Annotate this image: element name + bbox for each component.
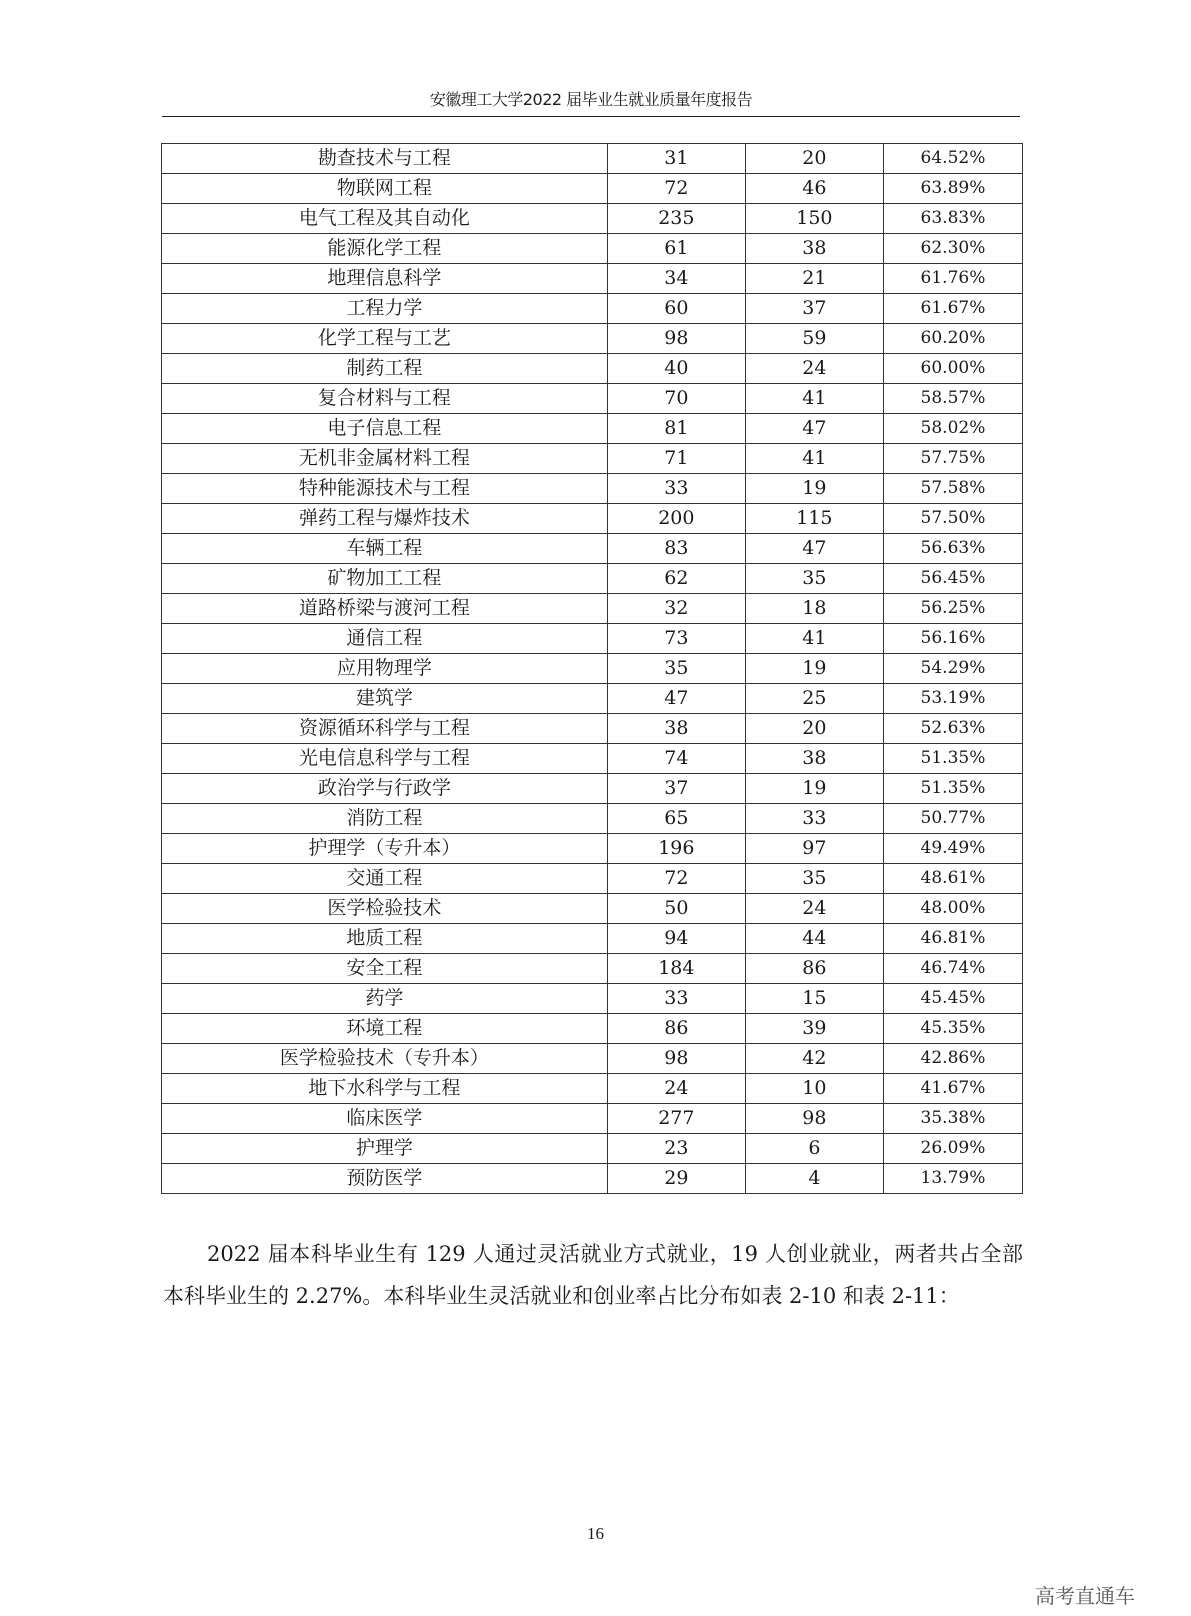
table-row (162, 594, 1023, 624)
rate-cell: 56.16% (883, 624, 1022, 654)
rate-cell: 45.45% (883, 984, 1022, 1014)
major-name-cell: 预防医学 (162, 1164, 608, 1194)
employed-count-cell: 4 (745, 1164, 883, 1194)
graduate-count-cell: 24 (607, 1074, 745, 1104)
major-name-cell: 政治学与行政学 (162, 774, 608, 804)
employed-count-cell: 21 (745, 264, 883, 294)
employed-count-cell: 97 (745, 834, 883, 864)
employed-count-cell: 10 (745, 1074, 883, 1104)
graduate-count-cell: 74 (607, 744, 745, 774)
employed-count-cell: 25 (745, 684, 883, 714)
table-row (162, 474, 1023, 504)
table-row (162, 924, 1023, 954)
major-name-cell: 电气工程及其自动化 (162, 204, 608, 234)
major-name-cell: 勘查技术与工程 (162, 144, 608, 174)
table-row (162, 744, 1023, 774)
table-row (162, 264, 1023, 294)
table-row (162, 984, 1023, 1014)
rate-cell: 56.25% (883, 594, 1022, 624)
rate-cell: 46.81% (883, 924, 1022, 954)
employed-count-cell: 41 (745, 624, 883, 654)
table-row (162, 534, 1023, 564)
major-name-cell: 安全工程 (162, 954, 608, 984)
table-row (162, 1074, 1023, 1104)
rate-cell: 49.49% (883, 834, 1022, 864)
rate-cell: 58.02% (883, 414, 1022, 444)
table-row (162, 1134, 1023, 1164)
rate-cell: 26.09% (883, 1134, 1022, 1164)
graduate-count-cell: 50 (607, 894, 745, 924)
major-name-cell: 弹药工程与爆炸技术 (162, 504, 608, 534)
rate-cell: 60.20% (883, 324, 1022, 354)
employed-count-cell: 24 (745, 354, 883, 384)
graduate-count-cell: 72 (607, 174, 745, 204)
employed-count-cell: 47 (745, 534, 883, 564)
rate-cell: 42.86% (883, 1044, 1022, 1074)
rate-cell: 56.45% (883, 564, 1022, 594)
table-row (162, 564, 1023, 594)
rate-cell: 63.89% (883, 174, 1022, 204)
table-row (162, 1164, 1023, 1194)
rate-cell: 51.35% (883, 744, 1022, 774)
graduate-count-cell: 35 (607, 654, 745, 684)
table-row (162, 204, 1023, 234)
rate-cell: 57.75% (883, 444, 1022, 474)
table-row (162, 354, 1023, 384)
employed-count-cell: 19 (745, 474, 883, 504)
rate-cell: 52.63% (883, 714, 1022, 744)
major-name-cell: 医学检验技术 (162, 894, 608, 924)
employed-count-cell: 115 (745, 504, 883, 534)
page-number: 16 (587, 1524, 604, 1543)
graduate-count-cell: 73 (607, 624, 745, 654)
rate-cell: 57.50% (883, 504, 1022, 534)
graduate-count-cell: 196 (607, 834, 745, 864)
table-row (162, 144, 1023, 174)
major-name-cell: 复合材料与工程 (162, 384, 608, 414)
major-name-cell: 消防工程 (162, 804, 608, 834)
graduate-count-cell: 184 (607, 954, 745, 984)
graduate-count-cell: 200 (607, 504, 745, 534)
employed-count-cell: 35 (745, 564, 883, 594)
employed-count-cell: 38 (745, 744, 883, 774)
table-row (162, 174, 1023, 204)
major-name-cell: 道路桥梁与渡河工程 (162, 594, 608, 624)
table-row (162, 234, 1023, 264)
table-row (162, 324, 1023, 354)
graduate-count-cell: 94 (607, 924, 745, 954)
graduate-count-cell: 81 (607, 414, 745, 444)
employed-count-cell: 41 (745, 444, 883, 474)
rate-cell: 56.63% (883, 534, 1022, 564)
employed-count-cell: 35 (745, 864, 883, 894)
major-name-cell: 临床医学 (162, 1104, 608, 1134)
graduate-count-cell: 23 (607, 1134, 745, 1164)
employed-count-cell: 37 (745, 294, 883, 324)
employed-count-cell: 47 (745, 414, 883, 444)
rate-cell: 35.38% (883, 1104, 1022, 1134)
table-row (162, 894, 1023, 924)
employed-count-cell: 20 (745, 714, 883, 744)
employed-count-cell: 98 (745, 1104, 883, 1134)
table-row (162, 714, 1023, 744)
graduate-count-cell: 70 (607, 384, 745, 414)
employed-count-cell: 20 (745, 144, 883, 174)
rate-cell: 13.79% (883, 1164, 1022, 1194)
rate-cell: 48.61% (883, 864, 1022, 894)
table-row (162, 684, 1023, 714)
rate-cell: 61.76% (883, 264, 1022, 294)
table-row (162, 624, 1023, 654)
table-row (162, 654, 1023, 684)
employed-count-cell: 46 (745, 174, 883, 204)
graduate-count-cell: 65 (607, 804, 745, 834)
rate-cell: 62.30% (883, 234, 1022, 264)
major-name-cell: 车辆工程 (162, 534, 608, 564)
rate-cell: 53.19% (883, 684, 1022, 714)
rate-cell: 48.00% (883, 894, 1022, 924)
rate-cell: 60.00% (883, 354, 1022, 384)
employed-count-cell: 39 (745, 1014, 883, 1044)
summary-paragraph: 2022 届本科毕业生有 129 人通过灵活就业方式就业，19 人创业就业，两者共占全部本科毕业生的 2.27%。本科毕业生灵活就业和创业率占比分布如表 2-10 和表 2-11： (163, 1242, 1023, 1308)
table-row (162, 834, 1023, 864)
graduate-count-cell: 33 (607, 984, 745, 1014)
rate-cell: 64.52% (883, 144, 1022, 174)
graduate-count-cell: 40 (607, 354, 745, 384)
major-name-cell: 化学工程与工艺 (162, 324, 608, 354)
table-row (162, 1014, 1023, 1044)
graduate-count-cell: 83 (607, 534, 745, 564)
graduate-count-cell: 98 (607, 324, 745, 354)
major-employment-table (161, 143, 1023, 1194)
employed-count-cell: 38 (745, 234, 883, 264)
major-name-cell: 无机非金属材料工程 (162, 444, 608, 474)
graduate-count-cell: 71 (607, 444, 745, 474)
graduate-count-cell: 38 (607, 714, 745, 744)
page-header (162, 88, 1020, 117)
major-name-cell: 交通工程 (162, 864, 608, 894)
rate-cell: 61.67% (883, 294, 1022, 324)
graduate-count-cell: 72 (607, 864, 745, 894)
major-name-cell: 资源循环科学与工程 (162, 714, 608, 744)
rate-cell: 50.77% (883, 804, 1022, 834)
graduate-count-cell: 98 (607, 1044, 745, 1074)
major-name-cell: 物联网工程 (162, 174, 608, 204)
graduate-count-cell: 33 (607, 474, 745, 504)
major-name-cell: 环境工程 (162, 1014, 608, 1044)
major-name-cell: 通信工程 (162, 624, 608, 654)
major-name-cell: 建筑学 (162, 684, 608, 714)
employed-count-cell: 19 (745, 774, 883, 804)
rate-cell: 58.57% (883, 384, 1022, 414)
table-row (162, 1104, 1023, 1134)
major-name-cell: 地质工程 (162, 924, 608, 954)
major-name-cell: 制药工程 (162, 354, 608, 384)
major-name-cell: 光电信息科学与工程 (162, 744, 608, 774)
major-name-cell: 能源化学工程 (162, 234, 608, 264)
major-name-cell: 应用物理学 (162, 654, 608, 684)
graduate-count-cell: 29 (607, 1164, 745, 1194)
employed-count-cell: 42 (745, 1044, 883, 1074)
graduate-count-cell: 235 (607, 204, 745, 234)
major-name-cell: 药学 (162, 984, 608, 1014)
rate-cell: 46.74% (883, 954, 1022, 984)
table-row (162, 954, 1023, 984)
graduate-count-cell: 32 (607, 594, 745, 624)
major-name-cell: 医学检验技术（专升本） (162, 1044, 608, 1074)
table-row (162, 444, 1023, 474)
table-row (162, 1044, 1023, 1074)
table-body (162, 144, 1023, 1194)
table-row (162, 384, 1023, 414)
graduate-count-cell: 47 (607, 684, 745, 714)
employed-count-cell: 59 (745, 324, 883, 354)
major-name-cell: 工程力学 (162, 294, 608, 324)
major-name-cell: 矿物加工工程 (162, 564, 608, 594)
employed-count-cell: 6 (745, 1134, 883, 1164)
rate-cell: 51.35% (883, 774, 1022, 804)
table-row (162, 504, 1023, 534)
table-row (162, 414, 1023, 444)
major-name-cell: 电子信息工程 (162, 414, 608, 444)
employed-count-cell: 86 (745, 954, 883, 984)
major-name-cell: 特种能源技术与工程 (162, 474, 608, 504)
rate-cell: 57.58% (883, 474, 1022, 504)
employed-count-cell: 44 (745, 924, 883, 954)
table-row (162, 864, 1023, 894)
employed-count-cell: 18 (745, 594, 883, 624)
rate-cell: 63.83% (883, 204, 1022, 234)
watermark-text: 高考直通车 (1035, 1584, 1135, 1608)
employed-count-cell: 19 (745, 654, 883, 684)
major-name-cell: 护理学 (162, 1134, 608, 1164)
major-name-cell: 护理学（专升本） (162, 834, 608, 864)
rate-cell: 54.29% (883, 654, 1022, 684)
graduate-count-cell: 34 (607, 264, 745, 294)
graduate-count-cell: 86 (607, 1014, 745, 1044)
employed-count-cell: 15 (745, 984, 883, 1014)
employed-count-cell: 150 (745, 204, 883, 234)
graduate-count-cell: 277 (607, 1104, 745, 1134)
graduate-count-cell: 31 (607, 144, 745, 174)
table-row (162, 774, 1023, 804)
major-name-cell: 地下水科学与工程 (162, 1074, 608, 1104)
table-row (162, 804, 1023, 834)
employed-count-cell: 41 (745, 384, 883, 414)
major-name-cell: 地理信息科学 (162, 264, 608, 294)
graduate-count-cell: 61 (607, 234, 745, 264)
graduate-count-cell: 37 (607, 774, 745, 804)
employed-count-cell: 33 (745, 804, 883, 834)
header-title: 安徽理工大学2022 届毕业生就业质量年度报告 (429, 90, 753, 109)
table-row (162, 294, 1023, 324)
rate-cell: 45.35% (883, 1014, 1022, 1044)
graduate-count-cell: 60 (607, 294, 745, 324)
employed-count-cell: 24 (745, 894, 883, 924)
graduate-count-cell: 62 (607, 564, 745, 594)
rate-cell: 41.67% (883, 1074, 1022, 1104)
